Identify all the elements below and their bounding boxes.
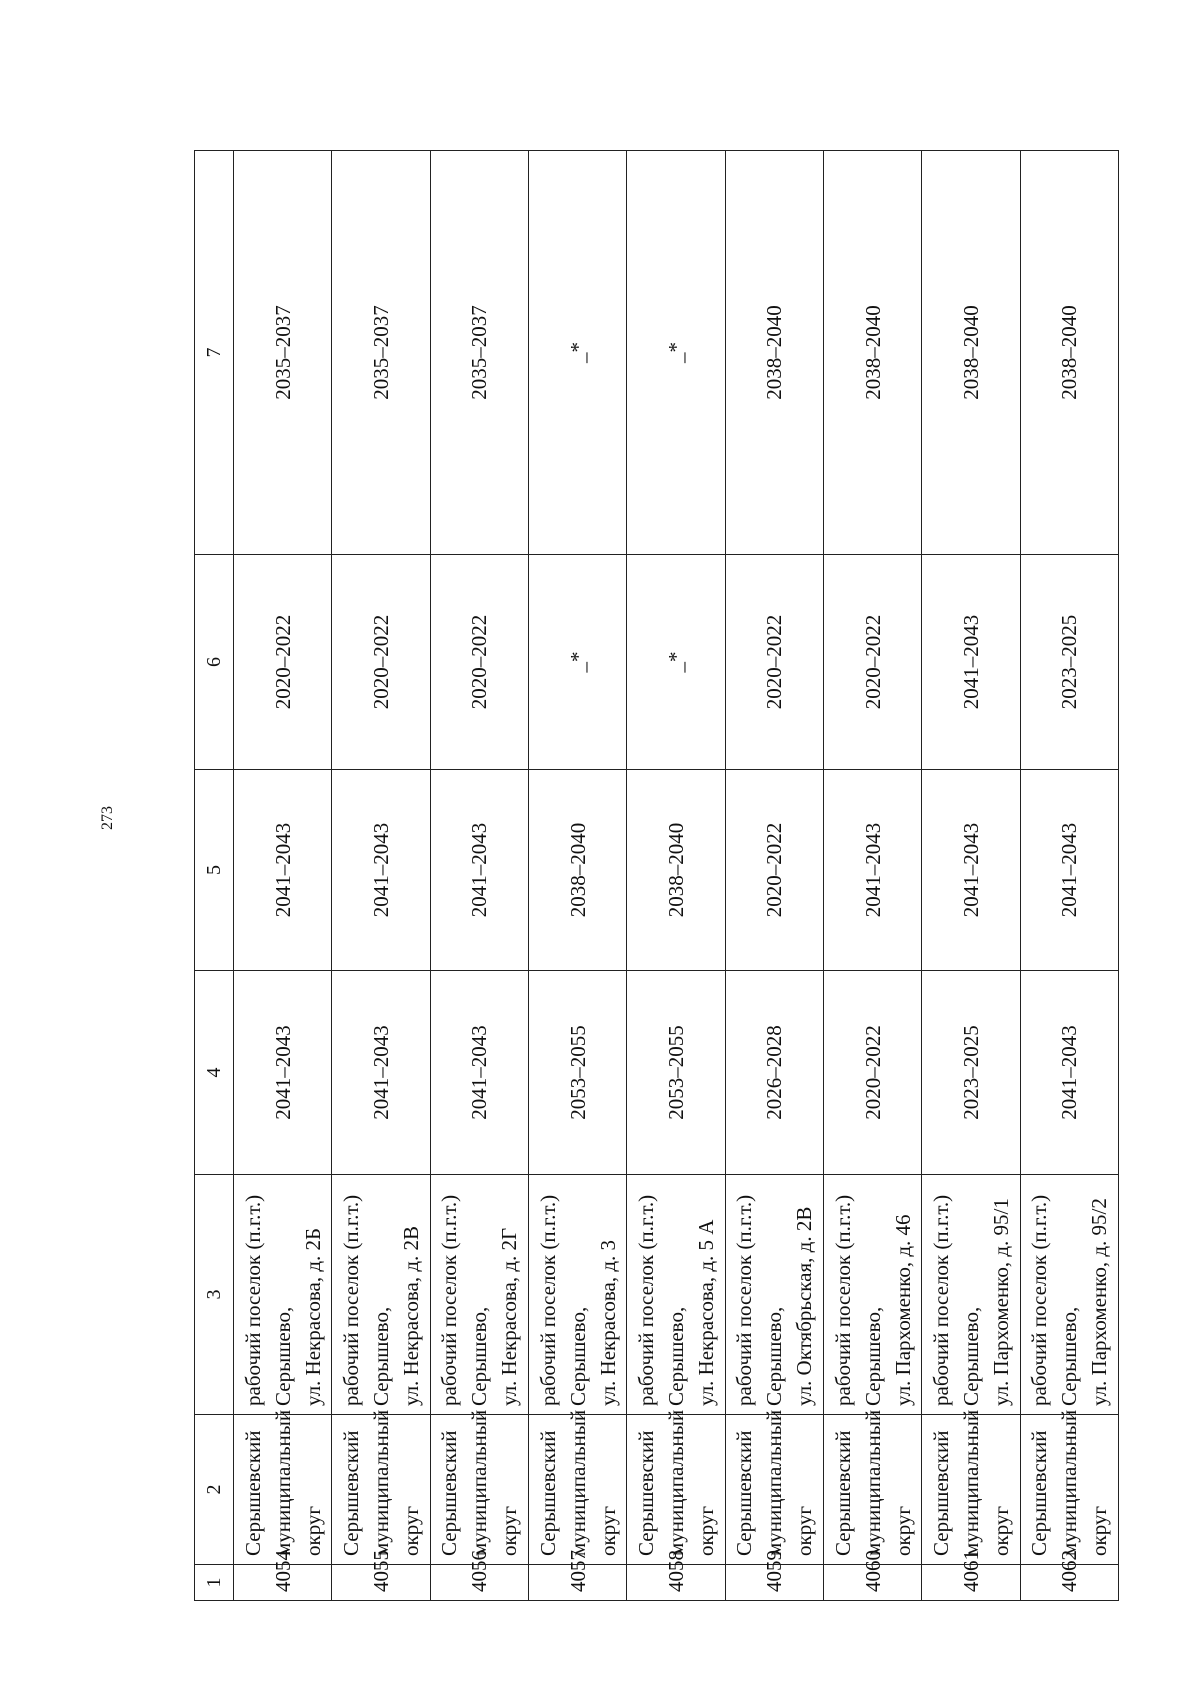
table-row	[627, 151, 725, 1601]
cell-c4: 2023–2025	[922, 971, 1020, 1175]
cell-c7: 2035–2037	[332, 151, 430, 555]
cell-c7: 2035–2037	[234, 151, 332, 555]
cell-c7: 2038–2040	[1020, 151, 1118, 555]
cell-c4: 2041–2043	[234, 971, 332, 1175]
cell-address: рабочий поселок (п.г.т.) Серышево, ул. Некрасова, д. 2Б	[234, 1175, 332, 1415]
header-cell: 2	[195, 1415, 234, 1565]
cell-c6: 2020–2022	[234, 555, 332, 770]
header-cell: 5	[195, 770, 234, 971]
cell-c4: 2020–2022	[823, 971, 921, 1175]
cell-c5: 2038–2040	[528, 770, 626, 971]
schedule-table	[194, 150, 1119, 1601]
cell-c5: 2041–2043	[922, 770, 1020, 971]
cell-id: 4056	[430, 1565, 528, 1601]
cell-district: Серышевский муниципальный округ	[823, 1415, 921, 1565]
cell-address: рабочий поселок (п.г.т.) Серышево, ул. Некрасова, д. 5 А	[627, 1175, 725, 1415]
cell-c6: 2023–2025	[1020, 555, 1118, 770]
cell-id: 4054	[234, 1565, 332, 1601]
cell-address: рабочий поселок (п.г.т.) Серышево, ул. Пархоменко, д. 95/1	[922, 1175, 1020, 1415]
cell-c5: 2041–2043	[234, 770, 332, 971]
header-cell: 1	[195, 1565, 234, 1601]
cell-district: Серышевский муниципальный округ	[1020, 1415, 1118, 1565]
cell-c7: 2035–2037	[430, 151, 528, 555]
cell-c6: 2020–2022	[430, 555, 528, 770]
cell-c5: 2038–2040	[627, 770, 725, 971]
table-body	[195, 151, 1119, 1601]
header-cell: 3	[195, 1175, 234, 1415]
rotated-table-frame	[194, 151, 1119, 1601]
table-row	[725, 151, 823, 1601]
cell-c7: 2038–2040	[725, 151, 823, 555]
cell-district: Серышевский муниципальный округ	[332, 1415, 430, 1565]
table-row	[922, 151, 1020, 1601]
cell-c4: 2053–2055	[528, 971, 626, 1175]
cell-c5: 2020–2022	[725, 770, 823, 971]
cell-c6: 2020–2022	[725, 555, 823, 770]
header-cell: 4	[195, 971, 234, 1175]
cell-id: 4061	[922, 1565, 1020, 1601]
table-row	[332, 151, 430, 1601]
cell-address: рабочий поселок (п.г.т.) Серышево, ул. Пархоменко, д. 46	[823, 1175, 921, 1415]
table-row	[528, 151, 626, 1601]
cell-address: рабочий поселок (п.г.т.) Серышево, ул. Октябрьская, д. 2В	[725, 1175, 823, 1415]
cell-c4: 2041–2043	[1020, 971, 1118, 1175]
cell-id: 4062	[1020, 1565, 1118, 1601]
cell-c4: 2026–2028	[725, 971, 823, 1175]
cell-district: Серышевский муниципальный округ	[922, 1415, 1020, 1565]
cell-id: 4055	[332, 1565, 430, 1601]
page-number: 273	[99, 806, 116, 830]
cell-c6: _*	[528, 555, 626, 770]
cell-address: рабочий поселок (п.г.т.) Серышево, ул. Пархоменко, д. 95/2	[1020, 1175, 1118, 1415]
cell-address: рабочий поселок (п.г.т.) Серышево, ул. Некрасова, д. 3	[528, 1175, 626, 1415]
cell-c7: 2038–2040	[922, 151, 1020, 555]
cell-id: 4059	[725, 1565, 823, 1601]
header-cell: 6	[195, 555, 234, 770]
table-row	[1020, 151, 1118, 1601]
cell-district: Серышевский муниципальный округ	[725, 1415, 823, 1565]
cell-c5: 2041–2043	[1020, 770, 1118, 971]
cell-c5: 2041–2043	[430, 770, 528, 971]
cell-district: Серышевский муниципальный округ	[430, 1415, 528, 1565]
cell-address: рабочий поселок (п.г.т.) Серышево, ул. Некрасова, д. 2Г	[430, 1175, 528, 1415]
cell-c7: 2038–2040	[823, 151, 921, 555]
cell-address: рабочий поселок (п.г.т.) Серышево, ул. Некрасова, д. 2В	[332, 1175, 430, 1415]
cell-c5: 2041–2043	[332, 770, 430, 971]
cell-id: 4060	[823, 1565, 921, 1601]
cell-c4: 2041–2043	[332, 971, 430, 1175]
cell-id: 4058	[627, 1565, 725, 1601]
header-cell: 7	[195, 151, 234, 555]
cell-c6: 2041–2043	[922, 555, 1020, 770]
cell-c6: 2020–2022	[823, 555, 921, 770]
cell-c4: 2041–2043	[430, 971, 528, 1175]
cell-district: Серышевский муниципальный округ	[528, 1415, 626, 1565]
cell-id: 4057	[528, 1565, 626, 1601]
cell-c7: _*	[528, 151, 626, 555]
cell-c6: _*	[627, 555, 725, 770]
cell-c6: 2020–2022	[332, 555, 430, 770]
cell-c4: 2053–2055	[627, 971, 725, 1175]
cell-district: Серышевский муниципальный округ	[627, 1415, 725, 1565]
header-row	[195, 151, 234, 1601]
table-row	[823, 151, 921, 1601]
cell-c5: 2041–2043	[823, 770, 921, 971]
cell-c7: _*	[627, 151, 725, 555]
table-row	[234, 151, 332, 1601]
cell-district: Серышевский муниципальный округ	[234, 1415, 332, 1565]
table-row	[430, 151, 528, 1601]
